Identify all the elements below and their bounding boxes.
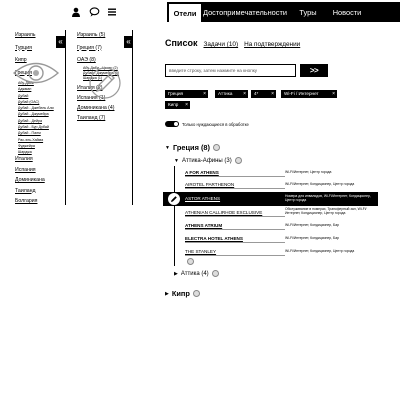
chip-label: Аттика — [218, 91, 233, 96]
group-cyprus[interactable] — [165, 289, 200, 298]
region-item[interactable]: Аджман — [18, 87, 32, 92]
chip-remove-icon[interactable]: × — [203, 91, 206, 97]
hotel-info: Wi-Fi/Интернет, Кондиционер, Центр города — [285, 249, 355, 253]
subgroup-attica-athens[interactable] — [174, 157, 242, 164]
caret-down-icon: ▼ — [174, 157, 179, 164]
hotel-info: Обслуживание в номерах, Трансферный зал, Wi-Fi/Интернет, Кондиционер, Центр города — [285, 207, 367, 215]
filter-chip — [281, 90, 337, 98]
hotel-name[interactable]: AIROTEL PARTHENON — [185, 182, 235, 187]
menu-icon[interactable] — [106, 6, 118, 18]
chip-remove-icon[interactable]: × — [185, 102, 188, 108]
chip-label: Кипр — [168, 102, 179, 107]
chevron-double-left-icon: « — [58, 37, 63, 46]
hotel-row[interactable] — [185, 210, 285, 217]
hotel-info: Wi-Fi/Интернет, Центр города — [285, 170, 332, 174]
region-item[interactable]: Дубай - Бур Дубай — [18, 125, 49, 130]
collapse-selected-button[interactable] — [124, 36, 133, 48]
hotel-info: Номера для инвалидов, Wi-Fi/Интернет, Кондиционер, Центр города — [285, 194, 371, 202]
hotel-row[interactable] — [185, 182, 285, 189]
panel-divider — [132, 30, 133, 205]
chip-remove-icon[interactable]: × — [271, 91, 274, 97]
selected-country-item[interactable]: Греция (7) — [77, 44, 102, 51]
region-item[interactable]: Дубай - Джебель Али — [18, 106, 54, 111]
filter-chip — [215, 90, 248, 98]
country-list-bottom — [15, 156, 45, 209]
country-item[interactable]: Испания — [15, 166, 36, 173]
selected-country-item[interactable]: Испания (1) — [77, 95, 106, 101]
chat-icon[interactable] — [88, 6, 100, 18]
chip-label: 4* — [254, 91, 259, 96]
add-circle-icon[interactable] — [213, 144, 220, 151]
hotel-row-selected[interactable] — [163, 192, 378, 206]
selected-country-item[interactable]: Италия (2) — [77, 85, 103, 91]
country-item[interactable]: Италия — [15, 156, 33, 162]
pencil-icon[interactable] — [168, 193, 180, 205]
add-circle-icon[interactable] — [235, 157, 242, 164]
region-item[interactable]: Дубай — [18, 93, 29, 98]
country-item[interactable]: Болгария — [15, 198, 38, 204]
chip-remove-icon[interactable]: × — [243, 91, 246, 97]
panel-divider — [65, 30, 66, 205]
country-item[interactable]: Греция — [15, 69, 32, 76]
region-list — [18, 81, 54, 157]
countries-panel — [12, 30, 67, 210]
caret-right-icon: ▶ — [174, 270, 178, 277]
add-hotel-icon[interactable] — [187, 258, 194, 265]
selected-country-item[interactable]: Доминикана (4) — [77, 105, 115, 111]
add-circle-icon[interactable] — [212, 270, 219, 277]
group-greece[interactable] — [165, 143, 220, 152]
search-input[interactable] — [165, 64, 296, 77]
tab-hotels[interactable]: Отели — [169, 4, 201, 22]
top-icons — [70, 4, 118, 20]
selected-country-item[interactable]: Таиланд (7) — [77, 115, 106, 121]
search-row — [165, 64, 328, 77]
toggle-row — [165, 121, 249, 127]
region-item[interactable]: Абу-Даби — [18, 81, 34, 85]
region-item[interactable]: Дубай - Палм — [18, 131, 41, 136]
country-item[interactable]: Кипр — [15, 57, 27, 63]
tree-line — [174, 166, 175, 266]
search-button[interactable]: >> — [300, 64, 328, 77]
add-circle-icon[interactable] — [193, 290, 200, 297]
region-item[interactable]: Шарджа — [18, 150, 32, 155]
subgroup-name: Аттика (4) — [180, 270, 209, 277]
selected-country-item[interactable]: ОАЭ (8) — [77, 57, 96, 63]
pending-link[interactable]: На подтверждении — [244, 41, 301, 48]
selected-country-list — [77, 32, 105, 70]
group-name: Греция (8) — [172, 143, 210, 152]
country-item[interactable]: Доминикана — [15, 177, 45, 183]
country-item[interactable]: Турция — [15, 44, 32, 51]
hotel-info: Wi-Fi/Интернет, Кондиционер, Бар — [285, 236, 340, 240]
toggle-label: Только нуждающиеся в обработке — [182, 121, 249, 127]
hotel-info: Wi-Fi/Интернет, Кондиционер, Бар — [285, 223, 340, 227]
selected-region-list — [83, 66, 119, 81]
selected-country-list-bottom — [77, 85, 114, 125]
filter-chip — [165, 90, 208, 98]
selected-region-item[interactable]: Шарджа (1) — [83, 76, 103, 80]
hotel-row[interactable] — [185, 249, 285, 256]
hotel-name[interactable]: ATHENIAN CALLIRHOE EXCLUSIVE — [185, 210, 263, 215]
selected-panel — [75, 30, 135, 210]
subgroup-name: Аттика-Афины (3) — [181, 157, 232, 164]
top-bar — [0, 0, 400, 25]
region-item[interactable]: Фуджейра — [18, 143, 35, 148]
chip-label: Wi-Fi / Интернет — [284, 91, 319, 96]
title-row — [165, 38, 300, 48]
filter-chip — [251, 90, 276, 98]
selected-region-item[interactable]: Дубай - Джумейра (3) — [83, 71, 120, 75]
hotel-name[interactable]: A FOR ATHENS — [185, 170, 219, 175]
selected-country-item[interactable]: Израиль (5) — [77, 32, 106, 38]
hotel-row[interactable] — [185, 223, 285, 230]
caret-down-icon: ▼ — [165, 144, 170, 151]
hotel-name[interactable]: ELECTRA HOTEL ATHENS — [185, 236, 243, 241]
tab-attractions[interactable]: Достопримечательности — [202, 7, 288, 17]
caret-right-icon: ▶ — [165, 290, 169, 297]
subgroup-attica[interactable] — [174, 270, 219, 277]
chip-remove-icon[interactable]: × — [332, 91, 335, 97]
hotel-name[interactable]: THE STANLEY — [185, 249, 217, 254]
hotel-info: Wi-Fi/Интернет, Кондиционер, Центр города — [285, 182, 355, 186]
chevron-double-left-icon: « — [126, 37, 131, 46]
region-item[interactable]: Дубай - Джумейра — [18, 112, 49, 117]
selected-region-item[interactable]: Абу-Даби - Центр (2) — [83, 66, 118, 70]
region-item[interactable]: Дубай (ОАС) — [18, 99, 40, 104]
page-title: Список — [165, 38, 198, 48]
tab-tours[interactable]: Туры — [299, 7, 317, 17]
tab-news[interactable]: Новости — [332, 7, 362, 17]
group-name: Кипр — [171, 289, 190, 298]
needs-processing-toggle[interactable] — [165, 121, 179, 127]
chip-label: Греция — [168, 91, 184, 96]
region-item[interactable]: Рас-эль-Хайма — [18, 137, 44, 142]
country-item[interactable]: Израиль — [15, 32, 36, 38]
hotel-name[interactable]: ATHENS ATRIUM — [185, 223, 223, 228]
user-icon[interactable] — [70, 6, 82, 18]
country-list — [15, 32, 36, 82]
tasks-link[interactable]: Задачи (10) — [203, 41, 239, 48]
country-item[interactable]: Таиланд — [15, 187, 36, 194]
collapse-countries-button[interactable] — [56, 36, 65, 48]
main-nav — [167, 2, 400, 22]
region-item[interactable]: Дубай - Дейра — [18, 118, 42, 123]
hotel-row[interactable] — [185, 170, 285, 177]
hotel-name[interactable]: ASTOR ATHENS — [185, 196, 221, 201]
hotel-row[interactable] — [185, 236, 285, 243]
filter-chip — [165, 101, 190, 109]
